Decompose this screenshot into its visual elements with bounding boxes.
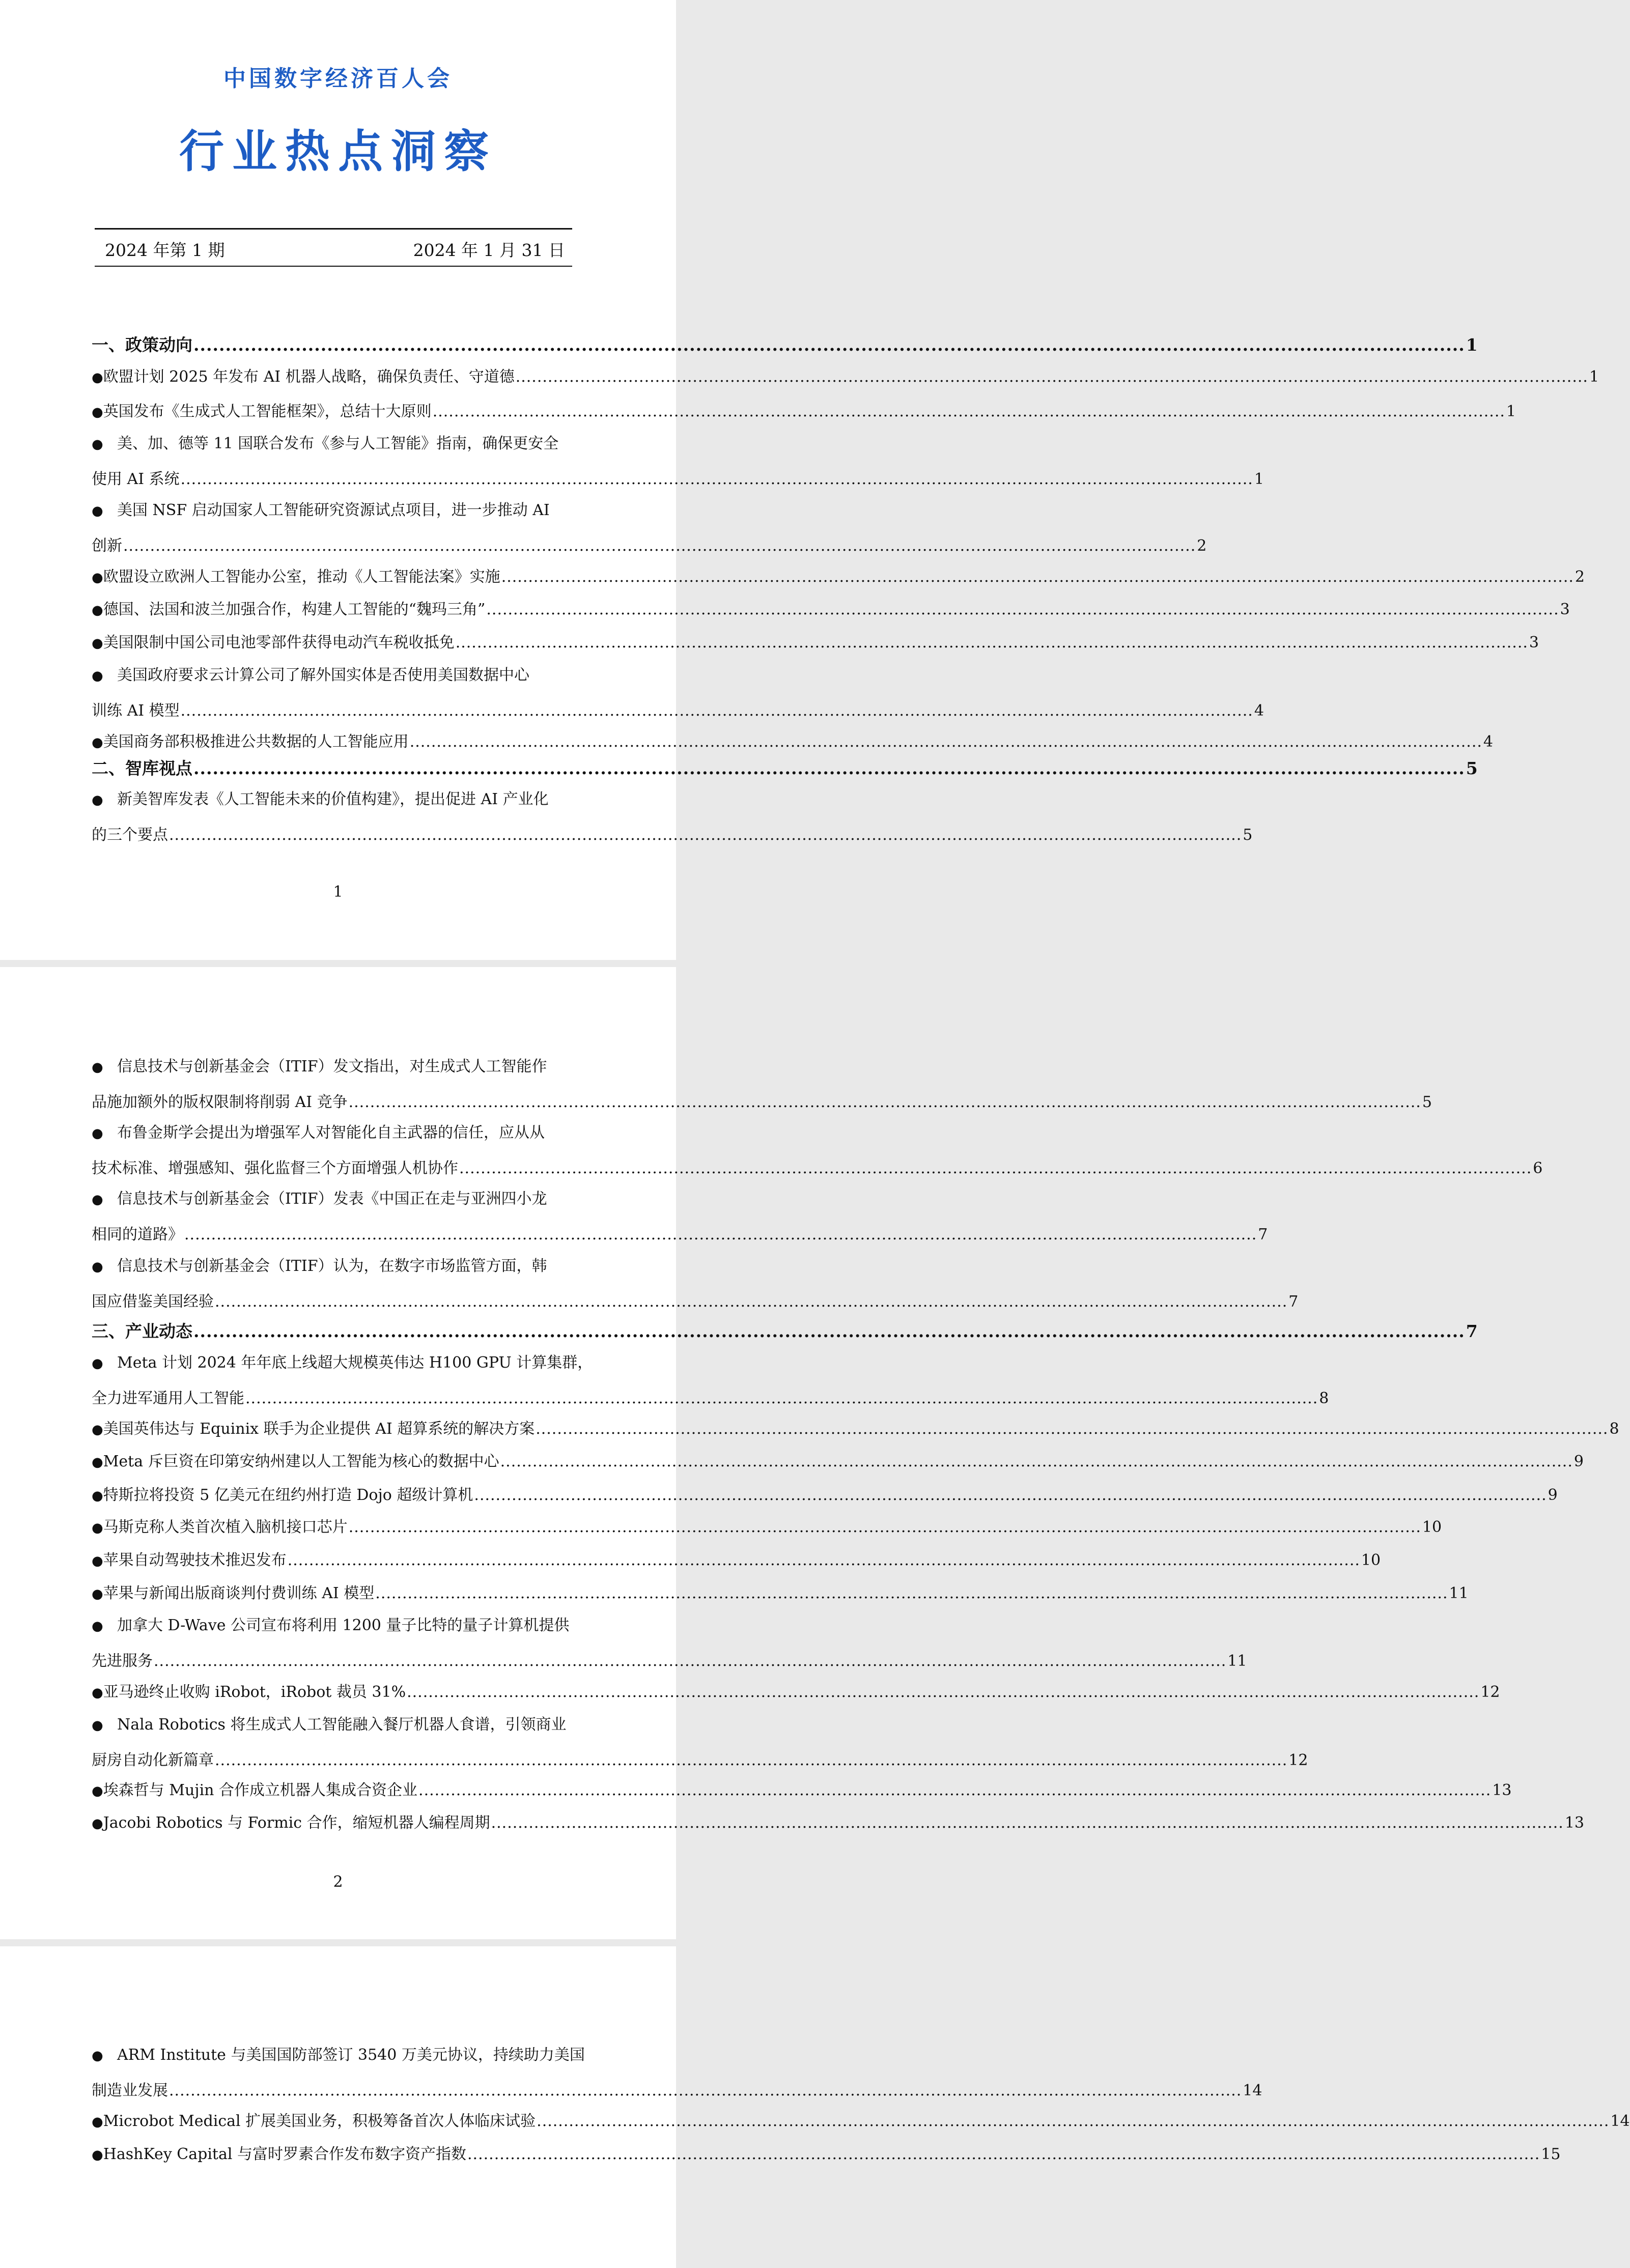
dot-leader: ........................................................................................................................................................................................................ <box>455 634 1528 651</box>
toc-item[interactable]: ● 苹果自动驾驶技术推迟发布 ........................................................................................................................................................................................................ 10 <box>92 1547 578 1574</box>
toc-item[interactable]: ● 德国、法国和波兰加强合作，构建人工智能的“魏玛三角” ........................................................................................................................................................................................................ 3 <box>92 597 578 623</box>
report-title: 行业热点洞察 <box>179 125 497 178</box>
dot-leader: ........................................................................................................................................................................................................ <box>215 1293 1288 1311</box>
toc-item[interactable]: ● 欧盟计划 2025 年发布 AI 机器人战略，确保负责任、守道德 ........................................................................................................................................................................................................ 1 <box>92 364 578 390</box>
dot-leader: ........................................................................................................................................................................................................ <box>348 1518 1421 1536</box>
dot-leader: ........................................................................................................................................................................................................ <box>467 2145 1540 2163</box>
bullet-icon: ● <box>92 370 103 385</box>
document-page-3 <box>0 1946 1630 2268</box>
page-ref: 4 <box>1254 702 1264 720</box>
bullet-icon: ● <box>92 1816 103 1831</box>
dot-leader: ........................................................................................................................................................................................................ <box>515 368 1588 386</box>
toc-item[interactable]: ● 美国商务部积极推进公共数据的人工智能应用 ........................................................................................................................................................................................................ 4 <box>92 729 578 755</box>
page-ref: 3 <box>1560 601 1570 618</box>
bullet-icon: ● <box>92 1586 103 1602</box>
dot-leader: ........................................................................................................................................................................................................ <box>180 470 1253 488</box>
bullet-icon: ● <box>92 792 103 808</box>
toc-item[interactable]: ● 美国限制中国公司电池零部件获得电动汽车税收抵免 ........................................................................................................................................................................................................ 3 <box>92 630 578 656</box>
toc-item[interactable]: ● ARM Institute 与美国国防部签订 3540 万美元协议，持续助力美国 制造业发展 ........................................................................................................................................................................................................ 14 <box>92 2042 578 2104</box>
page-ref: 1 <box>1466 335 1478 355</box>
bullet-icon: ● <box>92 1783 103 1799</box>
bullet-icon: ● <box>92 1685 103 1700</box>
dot-leader: ........................................................................................................................................................................................................ <box>459 1159 1532 1177</box>
dot-leader: ........................................................................................................................................................................................................ <box>123 537 1196 555</box>
bullet-icon: ● <box>92 405 103 420</box>
bullet-icon: ● <box>92 1126 103 1141</box>
bullet-icon: ● <box>92 735 103 750</box>
dot-leader: ........................................................................................................................................................................................................ <box>215 1751 1288 1769</box>
dot-leader: ........................................................................................................................................................................................................ <box>193 758 1465 778</box>
toc-item[interactable]: ● 苹果与新闻出版商谈判付费训练 AI 模型 ........................................................................................................................................................................................................ 11 <box>92 1580 578 1607</box>
page-ref: 5 <box>1422 1093 1432 1111</box>
bullet-icon: ● <box>92 2048 103 2063</box>
dot-leader: ........................................................................................................................................................................................................ <box>500 1453 1573 1470</box>
bullet-icon: ● <box>92 1356 103 1371</box>
page-ref: 1 <box>1589 368 1599 386</box>
dot-leader: ........................................................................................................................................................................................................ <box>491 1814 1564 1832</box>
page-ref: 2 <box>1197 537 1207 555</box>
page-ref: 4 <box>1483 733 1494 751</box>
toc-item[interactable]: ● 美国 NSF 启动国家人工智能研究资源试点项目，进一步推动 AI 创新 ........................................................................................................................................................................................................ 2 <box>92 497 578 559</box>
bullet-icon: ● <box>92 1553 103 1569</box>
page-ref: 14 <box>1610 2112 1630 2130</box>
bullet-icon: ● <box>92 503 103 519</box>
dot-leader: ........................................................................................................................................................................................................ <box>501 568 1574 586</box>
dot-leader: ........................................................................................................................................................................................................ <box>474 1486 1547 1504</box>
dot-leader: ........................................................................................................................................................................................................ <box>375 1584 1448 1602</box>
page-ref: 9 <box>1548 1486 1558 1504</box>
dot-leader: ........................................................................................................................................................................................................ <box>486 601 1559 618</box>
toc-item[interactable]: ● 欧盟设立欧洲人工智能办公室，推动《人工智能法案》实施 ........................................................................................................................................................................................................ 2 <box>92 564 578 590</box>
dot-leader: ........................................................................................................................................................................................................ <box>193 1321 1465 1341</box>
page-ref: 7 <box>1288 1293 1299 1311</box>
page-ref: 5 <box>1466 758 1478 778</box>
page-ref: 8 <box>1609 1420 1619 1438</box>
toc-item[interactable]: ● Meta 计划 2024 年年底上线超大规模英伟达 H100 GPU 计算集群， 全力进军通用人工智能 ........................................................................................................................................................................................................ 8 <box>92 1350 578 1412</box>
toc-section[interactable]: 一、政策动向 ........................................................................................................................................................................................................ 1 <box>92 332 578 358</box>
page-ref: 11 <box>1227 1652 1247 1670</box>
dot-leader: ........................................................................................................................................................................................................ <box>169 2082 1242 2100</box>
bullet-icon: ● <box>92 1619 103 1634</box>
toc-item[interactable]: ● Nala Robotics 将生成式人工智能融入餐厅机器人食谱，引领商业 厨房自动化新篇章 ........................................................................................................................................................................................................ 12 <box>92 1712 578 1774</box>
toc-item[interactable]: ● 加拿大 D-Wave 公司宣布将利用 1200 量子比特的量子计算机提供 先进服务 ........................................................................................................................................................................................................ 11 <box>92 1612 578 1675</box>
toc-item[interactable]: ● Jacobi Robotics 与 Formic 合作，缩短机器人编程周期 ........................................................................................................................................................................................................ 13 <box>92 1810 578 1836</box>
bullet-icon: ● <box>92 603 103 618</box>
page-ref: 13 <box>1564 1814 1585 1832</box>
toc-item[interactable]: ● 亚马逊终止收购 iRobot，iRobot 裁员 31% ........................................................................................................................................................................................................ 12 <box>92 1679 578 1706</box>
toc-item[interactable]: ● 美国政府要求云计算公司了解外国实体是否使用美国数据中心 训练 AI 模型 ........................................................................................................................................................................................................ 4 <box>92 662 578 724</box>
dot-leader: ........................................................................................................................................................................................................ <box>418 1781 1492 1799</box>
toc-item[interactable]: ● 美、加、德等 11 国联合发布《参与人工智能》指南，确保更安全 使用 AI 系统 ........................................................................................................................................................................................................ 1 <box>92 431 578 493</box>
dot-leader: ........................................................................................................................................................................................................ <box>169 826 1242 844</box>
dot-leader: ........................................................................................................................................................................................................ <box>154 1652 1227 1670</box>
page-ref: 12 <box>1288 1751 1308 1769</box>
bullet-icon: ● <box>92 1060 103 1075</box>
dot-leader: ........................................................................................................................................................................................................ <box>348 1093 1421 1111</box>
toc-item[interactable]: ● HashKey Capital 与富时罗素合作发布数字资产指数 ........................................................................................................................................................................................................ 15 <box>92 2141 578 2168</box>
page-number: 1 <box>333 883 343 901</box>
header-rule-bottom <box>95 266 572 267</box>
page-ref: 14 <box>1243 2082 1262 2100</box>
bullet-icon: ● <box>92 1488 103 1504</box>
page-ref: 2 <box>1575 568 1585 586</box>
toc-item[interactable]: ● Microbot Medical 扩展美国业务，积极筹备首次人体临床试验 ........................................................................................................................................................................................................ 14 <box>92 2108 578 2135</box>
toc-section[interactable]: 二、智库视点 ........................................................................................................................................................................................................ 5 <box>92 755 578 782</box>
toc-item[interactable]: ● 特斯拉将投资 5 亿美元在纽约州打造 Dojo 超级计算机 ........................................................................................................................................................................................................ 9 <box>92 1482 578 1509</box>
toc-item[interactable]: ● 信息技术与创新基金会（ITIF）发表《中国正在走与亚洲四小龙 相同的道路》 ........................................................................................................................................................................................................ 7 <box>92 1186 578 1248</box>
page-number: 2 <box>333 1873 343 1891</box>
dot-leader: ........................................................................................................................................................................................................ <box>537 2112 1610 2130</box>
page-ref: 7 <box>1466 1321 1478 1341</box>
bullet-icon: ● <box>92 1422 103 1437</box>
bullet-icon: ● <box>92 1718 103 1733</box>
organization-name: 中国数字经济百人会 <box>223 66 453 92</box>
page-ref: 13 <box>1492 1781 1512 1799</box>
document-page-1 <box>0 0 1599 960</box>
bullet-icon: ● <box>92 1455 103 1470</box>
page-ref: 1 <box>1254 470 1264 488</box>
toc-item[interactable]: ● 英国发布《生成式人工智能框架》，总结十大原则 ........................................................................................................................................................................................................ 1 <box>92 399 578 425</box>
dot-leader: ........................................................................................................................................................................................................ <box>407 1683 1480 1701</box>
page-ref: 11 <box>1449 1584 1469 1602</box>
bullet-icon: ● <box>92 2147 103 2163</box>
page-ref: 6 <box>1533 1159 1543 1177</box>
bullet-icon: ● <box>92 1192 103 1207</box>
toc-item[interactable]: ● Meta 斥巨资在印第安纳州建以人工智能为核心的数据中心 ........................................................................................................................................................................................................ 9 <box>92 1449 578 1475</box>
dot-leader: ........................................................................................................................................................................................................ <box>287 1551 1360 1569</box>
page-ref: 1 <box>1506 403 1516 420</box>
bullet-icon: ● <box>92 2114 103 2130</box>
document-page-2 <box>0 967 1619 1939</box>
dot-leader: ........................................................................................................................................................................................................ <box>193 335 1465 355</box>
bullet-icon: ● <box>92 1259 103 1274</box>
toc-item[interactable]: ● 埃森哲与 Mujin 合作成立机器人集成合资企业 ........................................................................................................................................................................................................ 13 <box>92 1777 578 1804</box>
toc-item[interactable]: ● 美国英伟达与 Equinix 联手为企业提供 AI 超算系统的解决方案 ........................................................................................................................................................................................................ 8 <box>92 1416 578 1442</box>
page-ref: 10 <box>1361 1551 1381 1569</box>
dot-leader: ........................................................................................................................................................................................................ <box>180 702 1253 720</box>
bullet-icon: ● <box>92 668 103 684</box>
bullet-icon: ● <box>92 1520 103 1536</box>
toc-item[interactable]: ● 信息技术与创新基金会（ITIF）发文指出，对生成式人工智能作 品施加额外的版权限制将削弱 AI 竞争 ........................................................................................................................................................................................................ 5 <box>92 1054 578 1116</box>
page-ref: 3 <box>1529 634 1539 651</box>
bullet-icon: ● <box>92 570 103 585</box>
dot-leader: ........................................................................................................................................................................................................ <box>432 403 1505 420</box>
page-ref: 7 <box>1258 1226 1268 1243</box>
dot-leader: ........................................................................................................................................................................................................ <box>184 1226 1257 1243</box>
page-ref: 5 <box>1243 826 1253 844</box>
page-ref: 9 <box>1573 1453 1584 1470</box>
bullet-icon: ● <box>92 437 103 452</box>
dot-leader: ........................................................................................................................................................................................................ <box>536 1420 1609 1438</box>
toc-item[interactable]: ● 布鲁金斯学会提出为增强军人对智能化自主武器的信任，应从从 技术标准、增强感知、强化监督三个方面增强人机协作 ........................................................................................................................................................................................................ 6 <box>92 1120 578 1182</box>
dot-leader: ........................................................................................................................................................................................................ <box>245 1390 1318 1407</box>
toc-section[interactable]: 三、产业动态 ........................................................................................................................................................................................................ 7 <box>92 1318 578 1345</box>
issue-number: 2024 年第 1 期 <box>105 240 225 260</box>
bullet-icon: ● <box>92 636 103 651</box>
header-rule-top <box>95 228 572 230</box>
page-ref: 15 <box>1541 2145 1561 2163</box>
toc-item[interactable]: ● 马斯克称人类首次植入脑机接口芯片 ........................................................................................................................................................................................................ 10 <box>92 1514 578 1541</box>
dot-leader: ........................................................................................................................................................................................................ <box>409 733 1482 751</box>
page-ref: 8 <box>1319 1390 1329 1407</box>
toc-item[interactable]: ● 新美智库发表《人工智能未来的价值构建》，提出促进 AI 产业化 的三个要点 ........................................................................................................................................................................................................ 5 <box>92 786 578 848</box>
issue-date: 2024 年 1 月 31 日 <box>413 240 565 260</box>
page-ref: 12 <box>1480 1683 1500 1701</box>
toc-item[interactable]: ● 信息技术与创新基金会（ITIF）认为，在数字市场监管方面，韩 国应借鉴美国经验 ........................................................................................................................................................................................................ 7 <box>92 1253 578 1315</box>
page-ref: 10 <box>1422 1518 1442 1536</box>
